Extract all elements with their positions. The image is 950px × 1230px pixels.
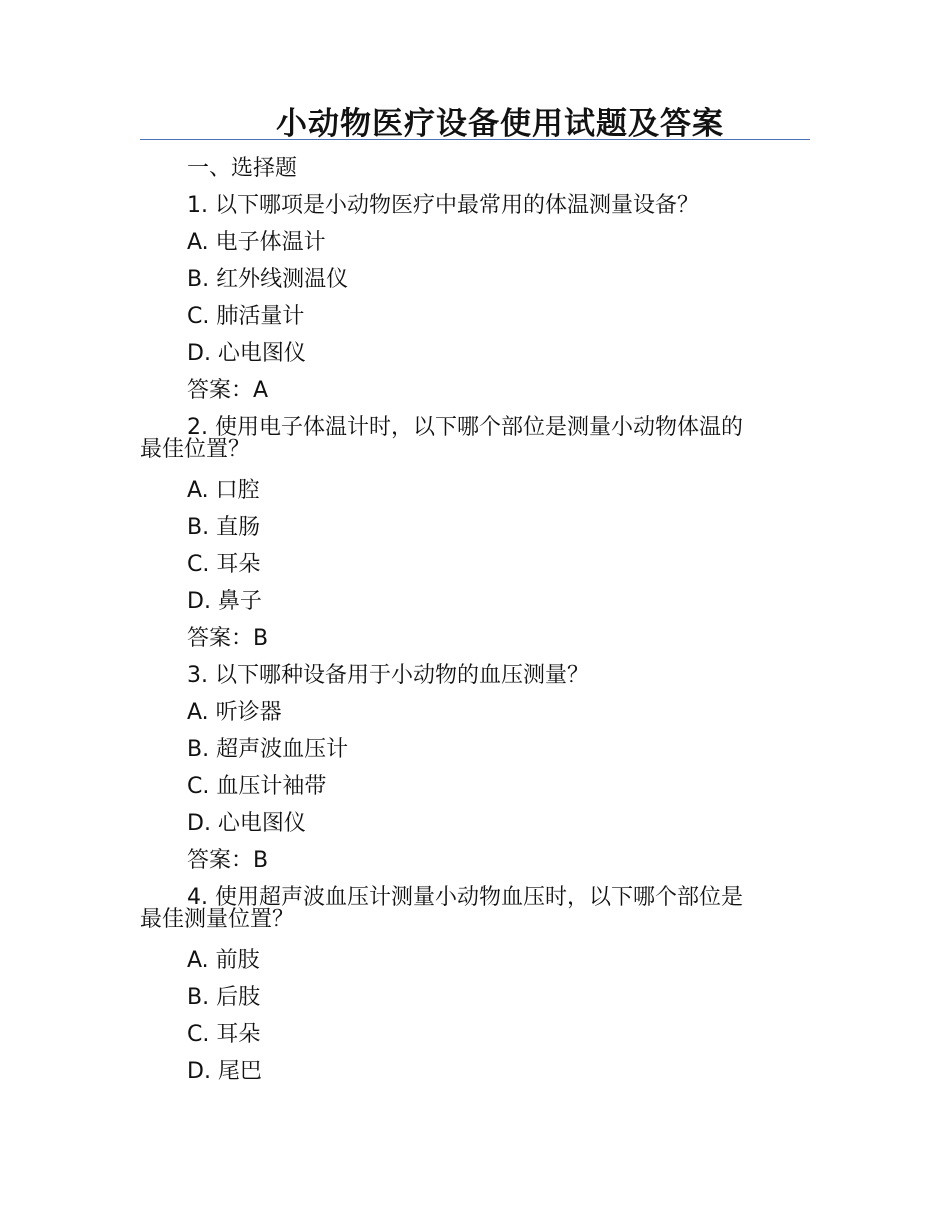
option-c: C. 耳朵 — [187, 1022, 261, 1047]
question-stem-line: 最佳位置？ — [140, 437, 251, 462]
option-a: A. 前肢 — [187, 948, 260, 973]
option-b: B. 后肢 — [187, 985, 261, 1010]
option-a: A. 听诊器 — [187, 700, 282, 725]
answer: 答案：A — [187, 378, 269, 403]
question-stem-line: 2. 使用电子体温计时，以下哪个部位是测量小动物体温的 — [187, 415, 743, 440]
question-stem: 1. 以下哪项是小动物医疗中最常用的体温测量设备？ — [187, 193, 699, 218]
option-d: D. 心电图仪 — [187, 341, 306, 366]
question-stem-line: 最佳测量位置？ — [140, 907, 295, 932]
answer: 答案：B — [187, 626, 269, 651]
section-heading: 一、选择题 — [187, 156, 298, 181]
document-body — [140, 156, 810, 1096]
option-c: C. 耳朵 — [187, 552, 261, 577]
title-underline — [140, 139, 810, 140]
option-b: B. 超声波血压计 — [187, 737, 349, 762]
question-stem — [140, 885, 810, 948]
option-a: A. 口腔 — [187, 478, 260, 503]
option-b: B. 红外线测温仪 — [187, 267, 349, 292]
option-c: C. 血压计袖带 — [187, 774, 327, 799]
document-title: 小动物医疗设备使用试题及答案 — [276, 106, 724, 142]
answer: 答案：B — [187, 848, 269, 873]
option-d: D. 心电图仪 — [187, 811, 306, 836]
option-a: A. 电子体温计 — [187, 230, 326, 255]
option-d: D. 鼻子 — [187, 589, 262, 614]
question-stem-line: 4. 使用超声波血压计测量小动物血压时，以下哪个部位是 — [187, 885, 743, 910]
option-c: C. 肺活量计 — [187, 304, 305, 329]
option-b: B. 直肠 — [187, 515, 261, 540]
option-d: D. 尾巴 — [187, 1059, 262, 1084]
question-stem: 3. 以下哪种设备用于小动物的血压测量？ — [187, 663, 589, 688]
question-stem — [140, 415, 810, 478]
